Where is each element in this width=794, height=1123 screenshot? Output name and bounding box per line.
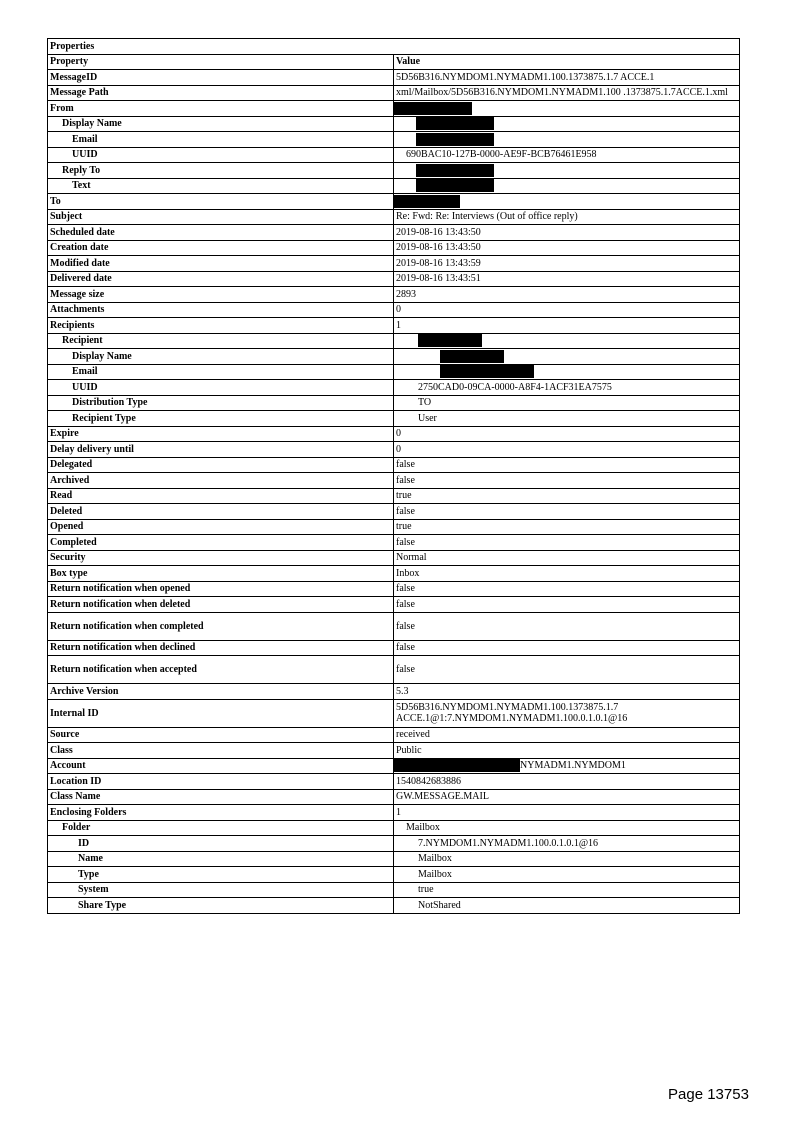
property-value: false	[396, 474, 415, 486]
property-value: 1	[396, 319, 401, 331]
property-name: MessageID	[48, 70, 394, 86]
property-value-cell	[394, 820, 740, 836]
property-value-cell	[394, 395, 740, 411]
table-title-row	[48, 39, 740, 55]
property-name: Completed	[48, 535, 394, 551]
property-value-cell	[394, 504, 740, 520]
page-number: Page 13753	[668, 1086, 749, 1103]
property-value: Inbox	[396, 567, 420, 579]
property-name: Creation date	[48, 240, 394, 256]
property-value: false	[396, 536, 415, 548]
table-row	[48, 656, 740, 684]
property-value: 2893	[396, 288, 416, 300]
property-name: Class	[48, 743, 394, 759]
property-value-cell	[394, 566, 740, 582]
property-name: Text	[48, 178, 394, 194]
property-name: Display Name	[48, 349, 394, 365]
property-value: 5.3	[396, 685, 409, 697]
property-value: 5D56B316.NYMDOM1.NYMADM1.100.1373875.1.7 ACCE.1	[396, 71, 655, 83]
property-name: Location ID	[48, 774, 394, 790]
table-row	[48, 178, 740, 194]
table-row	[48, 612, 740, 640]
property-value-cell	[394, 85, 740, 101]
property-value: User	[418, 412, 437, 424]
property-value-cell	[394, 867, 740, 883]
table-row	[48, 287, 740, 303]
property-name: Enclosing Folders	[48, 805, 394, 821]
property-value-cell	[394, 240, 740, 256]
property-value-cell	[394, 287, 740, 303]
property-name: Box type	[48, 566, 394, 582]
table-row	[48, 411, 740, 427]
property-value-cell	[394, 612, 740, 640]
property-value: false	[396, 620, 415, 632]
property-name: Return notification when opened	[48, 581, 394, 597]
table-row	[48, 882, 740, 898]
properties-table-body	[48, 39, 740, 914]
property-value: 1540842683886	[396, 775, 461, 787]
table-row	[48, 566, 740, 582]
property-value-cell	[394, 147, 740, 163]
property-value: Mailbox	[418, 868, 452, 880]
property-value: NotShared	[418, 899, 461, 911]
property-value-cell	[394, 743, 740, 759]
property-value: 7.NYMDOM1.NYMADM1.100.0.1.0.1@16	[418, 837, 599, 849]
header-value: Value	[394, 54, 740, 70]
property-value: xml/Mailbox/5D56B316.NYMDOM1.NYMADM1.100 .1373875.1.7ACCE.1.xml	[396, 87, 728, 99]
property-name: Share Type	[48, 898, 394, 914]
property-value-cell	[394, 851, 740, 867]
property-value: Public	[396, 744, 422, 756]
table-row	[48, 240, 740, 256]
property-value-cell	[394, 519, 740, 535]
property-value: GW.MESSAGE.MAIL	[396, 791, 489, 803]
property-value: 0	[396, 304, 401, 316]
properties-table	[47, 38, 740, 914]
table-row	[48, 836, 740, 852]
property-value-cell	[394, 426, 740, 442]
table-row	[48, 820, 740, 836]
table-row	[48, 209, 740, 225]
property-value-cell	[394, 256, 740, 272]
property-value-cell	[394, 882, 740, 898]
redaction-bar	[418, 334, 482, 347]
table-row	[48, 194, 740, 210]
property-value: false	[396, 505, 415, 517]
property-name: Account	[48, 758, 394, 774]
property-value-cell	[394, 442, 740, 458]
property-name: Archived	[48, 473, 394, 489]
table-row	[48, 535, 740, 551]
property-value-cell	[394, 209, 740, 225]
property-name: Email	[48, 364, 394, 380]
property-value-cell	[394, 597, 740, 613]
property-name: Return notification when accepted	[48, 656, 394, 684]
property-value-cell	[394, 225, 740, 241]
property-value: true	[396, 521, 412, 533]
table-row	[48, 727, 740, 743]
property-value: Re: Fwd: Re: Interviews (Out of office reply)	[396, 211, 578, 223]
property-value-cell	[394, 640, 740, 656]
table-row	[48, 318, 740, 334]
property-name: Display Name	[48, 116, 394, 132]
header-property: Property	[48, 54, 394, 70]
property-name: Reply To	[48, 163, 394, 179]
redaction-bar	[394, 195, 460, 208]
property-name: Source	[48, 727, 394, 743]
table-row	[48, 898, 740, 914]
property-value-cell	[394, 116, 740, 132]
property-value-cell	[394, 178, 740, 194]
property-name: Attachments	[48, 302, 394, 318]
property-value-cell	[394, 805, 740, 821]
property-value: false	[396, 598, 415, 610]
property-name: Distribution Type	[48, 395, 394, 411]
property-value-cell	[394, 364, 740, 380]
property-name: Return notification when declined	[48, 640, 394, 656]
redaction-bar	[416, 133, 494, 146]
table-row	[48, 302, 740, 318]
table-row	[48, 550, 740, 566]
property-name: UUID	[48, 380, 394, 396]
redaction-bar	[416, 117, 494, 130]
property-name: Delivered date	[48, 271, 394, 287]
property-value: 0	[396, 443, 401, 455]
property-value: TO	[418, 397, 432, 409]
table-row	[48, 743, 740, 759]
property-value-cell	[394, 535, 740, 551]
property-value: true	[396, 490, 412, 502]
property-value: 2019-08-16 13:43:51	[396, 273, 481, 285]
table-row	[48, 488, 740, 504]
property-value-cell	[394, 684, 740, 700]
table-row	[48, 640, 740, 656]
table-row	[48, 132, 740, 148]
property-name: Scheduled date	[48, 225, 394, 241]
property-value-cell	[394, 898, 740, 914]
table-row	[48, 116, 740, 132]
table-row	[48, 504, 740, 520]
property-name: Read	[48, 488, 394, 504]
property-value-cell	[394, 349, 740, 365]
table-row	[48, 426, 740, 442]
property-name: Modified date	[48, 256, 394, 272]
table-row	[48, 271, 740, 287]
property-name: UUID	[48, 147, 394, 163]
table-row	[48, 473, 740, 489]
property-value-cell	[394, 302, 740, 318]
property-name: Recipients	[48, 318, 394, 334]
table-title: Properties	[48, 39, 740, 55]
property-value-cell	[394, 101, 740, 117]
table-row	[48, 867, 740, 883]
property-value-cell	[394, 727, 740, 743]
redaction-bar	[416, 164, 494, 177]
table-row	[48, 395, 740, 411]
table-row	[48, 457, 740, 473]
table-row	[48, 758, 740, 774]
property-name: Type	[48, 867, 394, 883]
table-row	[48, 774, 740, 790]
redaction-bar	[440, 350, 504, 363]
table-row	[48, 349, 740, 365]
property-value-cell	[394, 488, 740, 504]
property-value: Normal	[396, 552, 427, 564]
table-row	[48, 225, 740, 241]
property-value-cell	[394, 789, 740, 805]
property-value-cell	[394, 318, 740, 334]
property-name: Return notification when deleted	[48, 597, 394, 613]
property-name: Internal ID	[48, 699, 394, 727]
table-row	[48, 256, 740, 272]
property-value-cell	[394, 132, 740, 148]
property-name: From	[48, 101, 394, 117]
property-value-cell	[394, 411, 740, 427]
property-value: false	[396, 664, 415, 675]
property-name: Message size	[48, 287, 394, 303]
property-value-cell	[394, 758, 740, 774]
property-value: false	[396, 583, 415, 595]
property-name: Return notification when completed	[48, 612, 394, 640]
table-row	[48, 597, 740, 613]
property-value: 2019-08-16 13:43:50	[396, 242, 481, 254]
table-row	[48, 805, 740, 821]
property-name: Folder	[48, 820, 394, 836]
property-value-cell	[394, 194, 740, 210]
property-value: 690BAC10-127B-0000-AE9F-BCB76461E958	[406, 149, 597, 161]
property-value: 1	[396, 806, 401, 818]
redaction-bar	[394, 759, 520, 772]
property-value-cell	[394, 836, 740, 852]
property-name: Class Name	[48, 789, 394, 805]
table-row	[48, 442, 740, 458]
property-name: Delegated	[48, 457, 394, 473]
property-value-cell	[394, 774, 740, 790]
property-value: NYMADM1.NYMDOM1	[520, 760, 626, 772]
property-value-cell	[394, 70, 740, 86]
property-value: received	[396, 729, 430, 741]
property-name: Security	[48, 550, 394, 566]
table-row	[48, 380, 740, 396]
table-row	[48, 699, 740, 727]
property-name: Subject	[48, 209, 394, 225]
property-name: Recipient Type	[48, 411, 394, 427]
property-value-cell	[394, 333, 740, 349]
property-value: 5D56B316.NYMDOM1.NYMADM1.100.1373875.1.7 ACCE.1@1:7.NYMDOM1.NYMADM1.100.0.1.0.1@16	[396, 702, 628, 724]
property-value-cell	[394, 457, 740, 473]
table-row	[48, 85, 740, 101]
property-value-cell	[394, 271, 740, 287]
property-name: To	[48, 194, 394, 210]
redaction-bar	[440, 365, 534, 378]
property-name: Recipient	[48, 333, 394, 349]
property-value-cell	[394, 163, 740, 179]
property-name: Expire	[48, 426, 394, 442]
table-row	[48, 789, 740, 805]
property-name: Delay delivery until	[48, 442, 394, 458]
property-name: System	[48, 882, 394, 898]
property-value: Mailbox	[418, 853, 452, 865]
table-row	[48, 684, 740, 700]
property-value: 2019-08-16 13:43:59	[396, 257, 481, 269]
table-row	[48, 364, 740, 380]
property-value: false	[396, 642, 415, 654]
table-row	[48, 101, 740, 117]
property-value-cell	[394, 699, 740, 727]
redaction-bar	[394, 102, 472, 115]
property-value-cell	[394, 656, 740, 684]
property-name: Name	[48, 851, 394, 867]
table-row	[48, 147, 740, 163]
property-value: 0	[396, 428, 401, 440]
property-value: true	[418, 884, 434, 896]
property-value: false	[396, 459, 415, 471]
property-name: Archive Version	[48, 684, 394, 700]
property-value-cell	[394, 380, 740, 396]
property-value-cell	[394, 550, 740, 566]
table-row	[48, 519, 740, 535]
table-row	[48, 333, 740, 349]
property-value: Mailbox	[406, 822, 440, 834]
redaction-bar	[416, 179, 494, 192]
property-value-cell	[394, 473, 740, 489]
property-value-cell	[394, 581, 740, 597]
property-name: Email	[48, 132, 394, 148]
property-name: Opened	[48, 519, 394, 535]
property-name: ID	[48, 836, 394, 852]
property-name: Deleted	[48, 504, 394, 520]
table-row	[48, 851, 740, 867]
property-name: Message Path	[48, 85, 394, 101]
property-value: 2750CAD0-09CA-0000-A8F4-1ACF31EA7575	[418, 381, 612, 393]
table-row	[48, 163, 740, 179]
table-header-row	[48, 54, 740, 70]
table-row	[48, 70, 740, 86]
table-row	[48, 581, 740, 597]
property-value: 2019-08-16 13:43:50	[396, 226, 481, 238]
